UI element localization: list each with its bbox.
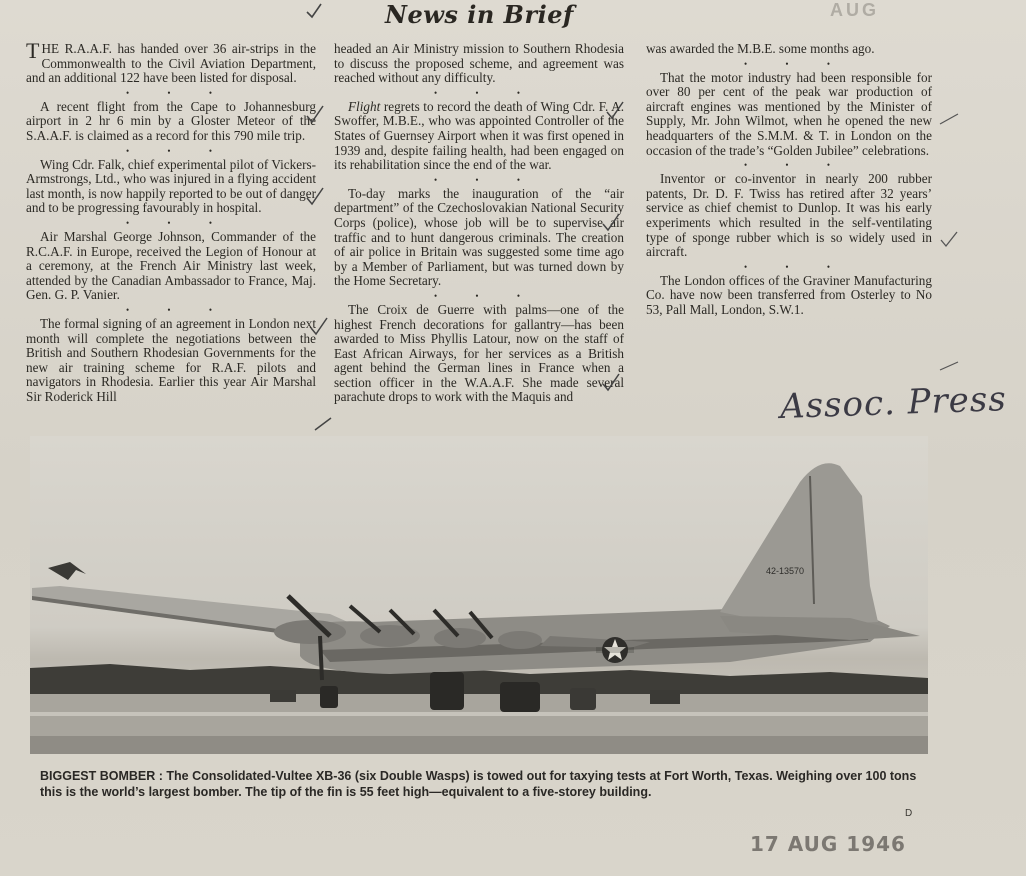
bomber-illustration — [30, 436, 928, 754]
check-mark-icon — [304, 104, 326, 126]
article-rhodesia-continued: headed an Air Ministry mission to Southern Rhodesia to discuss the proposed scheme, and agreement was reached without any difficulty. — [334, 41, 624, 86]
column-3 — [646, 42, 932, 318]
article-motor-industry: That the motor industry had been responsible for over 80 per cent of the peak war production of aircraft engines was mentioned by the Minister of Supply, Mr. John Wilmot, when he opened the new headquarters of the S.M.M. & T. in London on the occasion of the trade’s “Golden Jubilee” celebrations. — [646, 69, 932, 158]
check-mark-icon — [604, 100, 626, 122]
date-stamp-top-text: AUG — [830, 0, 879, 20]
check-mark-icon — [305, 2, 323, 20]
article-graviner-offices: The London offices of the Graviner Manufacturing Co. have now been transferred from Osterley to No 53, Pall Mall, London, S.W.1. — [646, 272, 932, 317]
separator-dots: • • • — [744, 261, 848, 272]
article-falk-accident: Wing Cdr. Falk, chief experimental pilot of Vickers-Armstrongs, Ltd., who was injured in a flying accident last month, is now happily reported to be out of danger and to be progressing favourably in hospital. — [26, 156, 316, 216]
separator-dots: • • • — [434, 87, 538, 98]
check-mark-icon — [938, 356, 960, 378]
article-croix-de-guerre: The Croix de Guerre with palms—one of the highest French decorations for gallantry—has been awarded to Miss Phyllis Latour, now on the staff of East African Airways, for her services as a British agent behind the German lines in France when a section officer in the W.A.A.F. She made several parachute drops to work with the Maquis and — [334, 301, 624, 405]
article-legion-of-honour: Air Marshal George Johnson, Commander of the R.C.A.F. in Europe, received the Legion of Honour at a ceremony, at the French Air Ministry last week, attended by the Canadian Ambassador to France, Maj. Gen. G. P. Vanier. — [26, 228, 316, 303]
article-swoffer-obituary — [334, 100, 624, 173]
date-stamp: 17 AUG 1946 — [750, 832, 906, 856]
check-mark-icon — [938, 228, 960, 250]
check-mark-icon — [938, 110, 960, 132]
check-mark-icon — [304, 186, 326, 208]
page-mark: D — [905, 808, 913, 819]
caption-text: The Consolidated-Vultee XB-36 (six Double Wasps) is towed out for taxying tests at Fort Worth, Texas. Weighing over 100 tons this is the world’s largest bomber. The tip of the fin is 55 feet high—equivalent to a five-storey building. — [40, 769, 917, 799]
publication-name: Flight — [348, 98, 381, 114]
check-mark-icon — [312, 416, 334, 438]
article-meteor-record: A recent flight from the Cape to Johannesburg airport in 2 hr 6 min by a Gloster Meteor of the S.A.A.F. is claimed as a record for this 790 mile trip. — [26, 98, 316, 143]
article-twiss-retirement: Inventor or co-inventor in nearly 200 rubber patents, Dr. D. F. Twiss has retired after 32 years’ service as chief chemist to Dunlop. It was his early experiments which resulted in the self-ventilating type of sponge rubber which is so widely used in aircraft. — [646, 171, 932, 260]
separator-dots: • • • — [434, 174, 538, 185]
bomber-photograph — [30, 436, 928, 754]
article-czech-air-police: To-day marks the inauguration of the “air department” of the Czechoslovakian National Security Corps (police), whose job will be to supervise air traffic and to hunt dangerous criminals. The creation of air police in Britain was suggested some time ago by a Member of Parliament, but was turned down by the Home Secretary. — [334, 185, 624, 289]
column-2 — [334, 42, 624, 405]
check-mark-icon — [600, 372, 622, 394]
column-1 — [26, 38, 316, 404]
article-rhodesia-agreement: The formal signing of an agreement in London next month will complete the negotiations between the British and Southern Rhodesian Governments for the new air training scheme for R.A.F. pilots and navigators in Rhodesia. Earlier this year Air Marshal Sir Roderick Hill — [26, 315, 316, 404]
article-raaf-airstrips — [26, 38, 316, 86]
date-stamp-top — [580, 0, 1020, 22]
separator-dots: • • • — [126, 304, 230, 315]
article-text: regrets to record the death of Wing Cdr. F. A. Swoffer, M.B.E., who was appointed Controller of the States of Guernsey Airport when it was first opened in 1939 and, despite failing health, had been engaged on its rehabilitation since the end of the war. — [334, 98, 624, 173]
page-title: News in Brief — [385, 0, 574, 29]
article-text: HE R.A.A.F. has handed over 36 air-strips in the Commonwealth to the Civil Aviation Department, and an additional 122 have been listed for disposal. — [26, 41, 316, 86]
handwritten-signature: Assoc. Press — [779, 379, 1008, 428]
photo-caption — [40, 768, 940, 800]
tail-number: 42-13570 — [766, 566, 805, 576]
separator-dots: • • • — [126, 87, 230, 98]
separator-dots: • • • — [126, 217, 230, 228]
check-mark-icon — [600, 212, 622, 234]
check-mark-icon — [308, 316, 330, 338]
article-latour-continued: was awarded the M.B.E. some months ago. — [646, 41, 875, 56]
caption-label: BIGGEST BOMBER : — [40, 769, 163, 783]
separator-dots: • • • — [126, 145, 230, 156]
separator-dots: • • • — [434, 290, 538, 301]
separator-dots: • • • — [744, 58, 848, 69]
drop-cap: T — [26, 38, 40, 63]
separator-dots: • • • — [744, 160, 848, 171]
